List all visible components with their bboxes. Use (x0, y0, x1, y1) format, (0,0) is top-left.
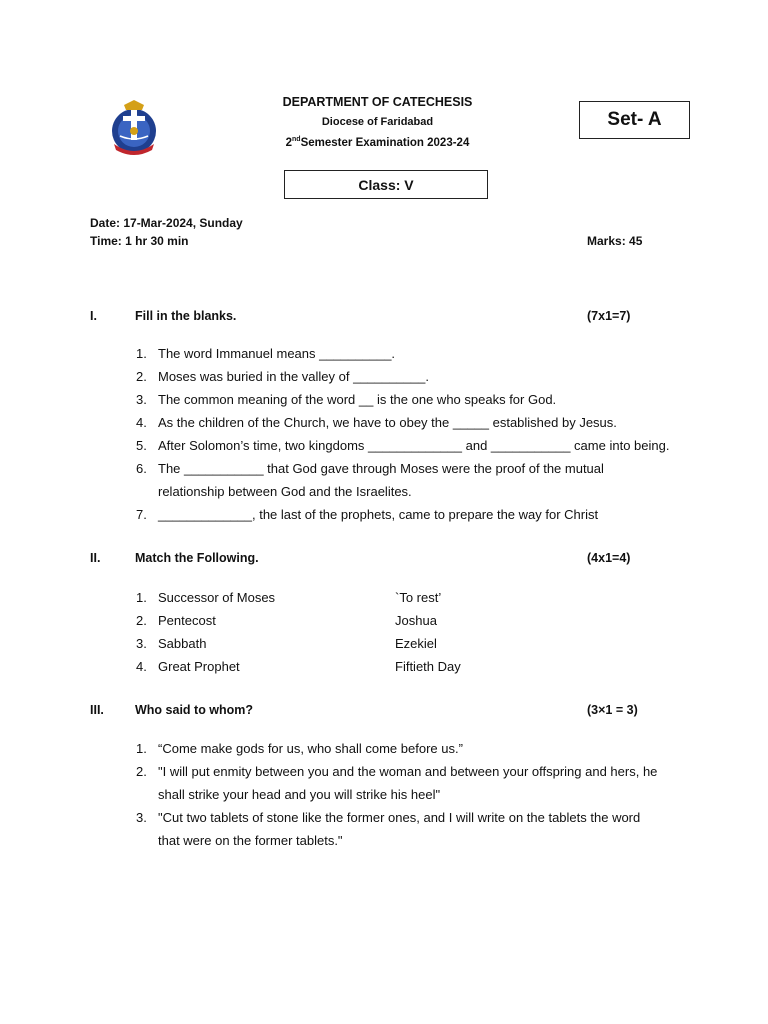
section-3-marks: (3×1 = 3) (587, 703, 638, 717)
exam-suffix: nd (292, 136, 301, 143)
match-row (130, 586, 630, 609)
section-2-marks: (4x1=4) (587, 551, 631, 565)
match-left: Great Prophet (158, 659, 240, 674)
match-row (130, 632, 630, 655)
quote-text: “Come make gods for us, who shall come before us.” (158, 741, 463, 756)
quote-text: "I will put enmity between you and the woman and between your offspring and hers, he shall strike your head and you will strike his heel" (158, 764, 658, 802)
section-1-number: I. (90, 309, 97, 323)
set-label-box: Set- A (579, 101, 690, 139)
match-row (130, 655, 630, 678)
item-number: 4. (136, 659, 147, 674)
item-number: 5. (136, 438, 147, 453)
exam-title (200, 136, 555, 149)
diocese-name: Diocese of Faridabad (321, 116, 434, 128)
item-number: 1. (136, 590, 147, 605)
item-number: 2. (136, 764, 147, 779)
section-1-title: Fill in the blanks. (135, 309, 237, 323)
class-label-box: Class: V (284, 170, 488, 199)
department-title: DEPARTMENT OF CATECHESIS (282, 95, 473, 109)
question-text: The ___________ that God gave through Moses were the proof of the mutual relationship between God and the Israelites. (158, 461, 604, 499)
item-number: 3. (136, 810, 147, 825)
section-2-title: Match the Following. (135, 551, 259, 565)
who-said-list (130, 737, 660, 852)
list-item (130, 737, 660, 760)
match-right: `To rest’ (395, 590, 442, 605)
list-item (130, 806, 660, 852)
item-number: 3. (136, 636, 147, 651)
match-row (130, 609, 630, 632)
question-text: The word Immanuel means __________. (158, 346, 396, 361)
exam-time: Time: 1 hr 30 min (90, 234, 189, 248)
section-2-number: II. (90, 551, 101, 565)
question-text: _____________, the last of the prophets, came to prepare the way for Christ (158, 507, 599, 522)
match-right: Ezekiel (395, 636, 437, 651)
diocese-logo (106, 98, 162, 158)
match-right: Joshua (395, 613, 437, 628)
fill-blanks-list (130, 342, 710, 526)
list-item (130, 365, 710, 388)
exam-rest: Semester Examination 2023-24 (300, 136, 470, 149)
question-text: As the children of the Church, we have to obey the _____ established by Jesus. (158, 415, 617, 430)
item-number: 1. (136, 741, 147, 756)
exam-marks: Marks: 45 (587, 234, 643, 248)
quote-text: "Cut two tablets of stone like the former ones, and I will write on the tablets the word that were on the former tablets." (158, 810, 641, 848)
list-item (130, 342, 710, 365)
item-number: 6. (136, 461, 147, 476)
match-list (130, 586, 630, 678)
question-text: Moses was buried in the valley of __________. (158, 369, 430, 384)
item-number: 7. (136, 507, 147, 522)
item-number: 1. (136, 346, 147, 361)
list-item (130, 411, 710, 434)
match-right: Fiftieth Day (395, 659, 461, 674)
item-number: 4. (136, 415, 147, 430)
section-1-marks: (7x1=7) (587, 309, 631, 323)
match-left: Pentecost (158, 613, 216, 628)
item-number: 2. (136, 369, 147, 384)
question-text: After Solomon’s time, two kingdoms _____________ and ___________ came into being. (158, 438, 670, 453)
list-item (130, 457, 668, 503)
list-item (130, 434, 710, 457)
match-left: Sabbath (158, 636, 207, 651)
list-item (130, 760, 660, 806)
section-3-number: III. (90, 703, 104, 717)
item-number: 2. (136, 613, 147, 628)
list-item (130, 388, 710, 411)
exam-prefix: 2 (285, 136, 293, 149)
question-text: The common meaning of the word __ is the one who speaks for God. (158, 392, 557, 407)
exam-date: Date: 17-Mar-2024, Sunday (90, 216, 243, 230)
section-3-title: Who said to whom? (135, 703, 254, 717)
list-item (130, 503, 710, 526)
item-number: 3. (136, 392, 147, 407)
match-left: Successor of Moses (158, 590, 276, 605)
